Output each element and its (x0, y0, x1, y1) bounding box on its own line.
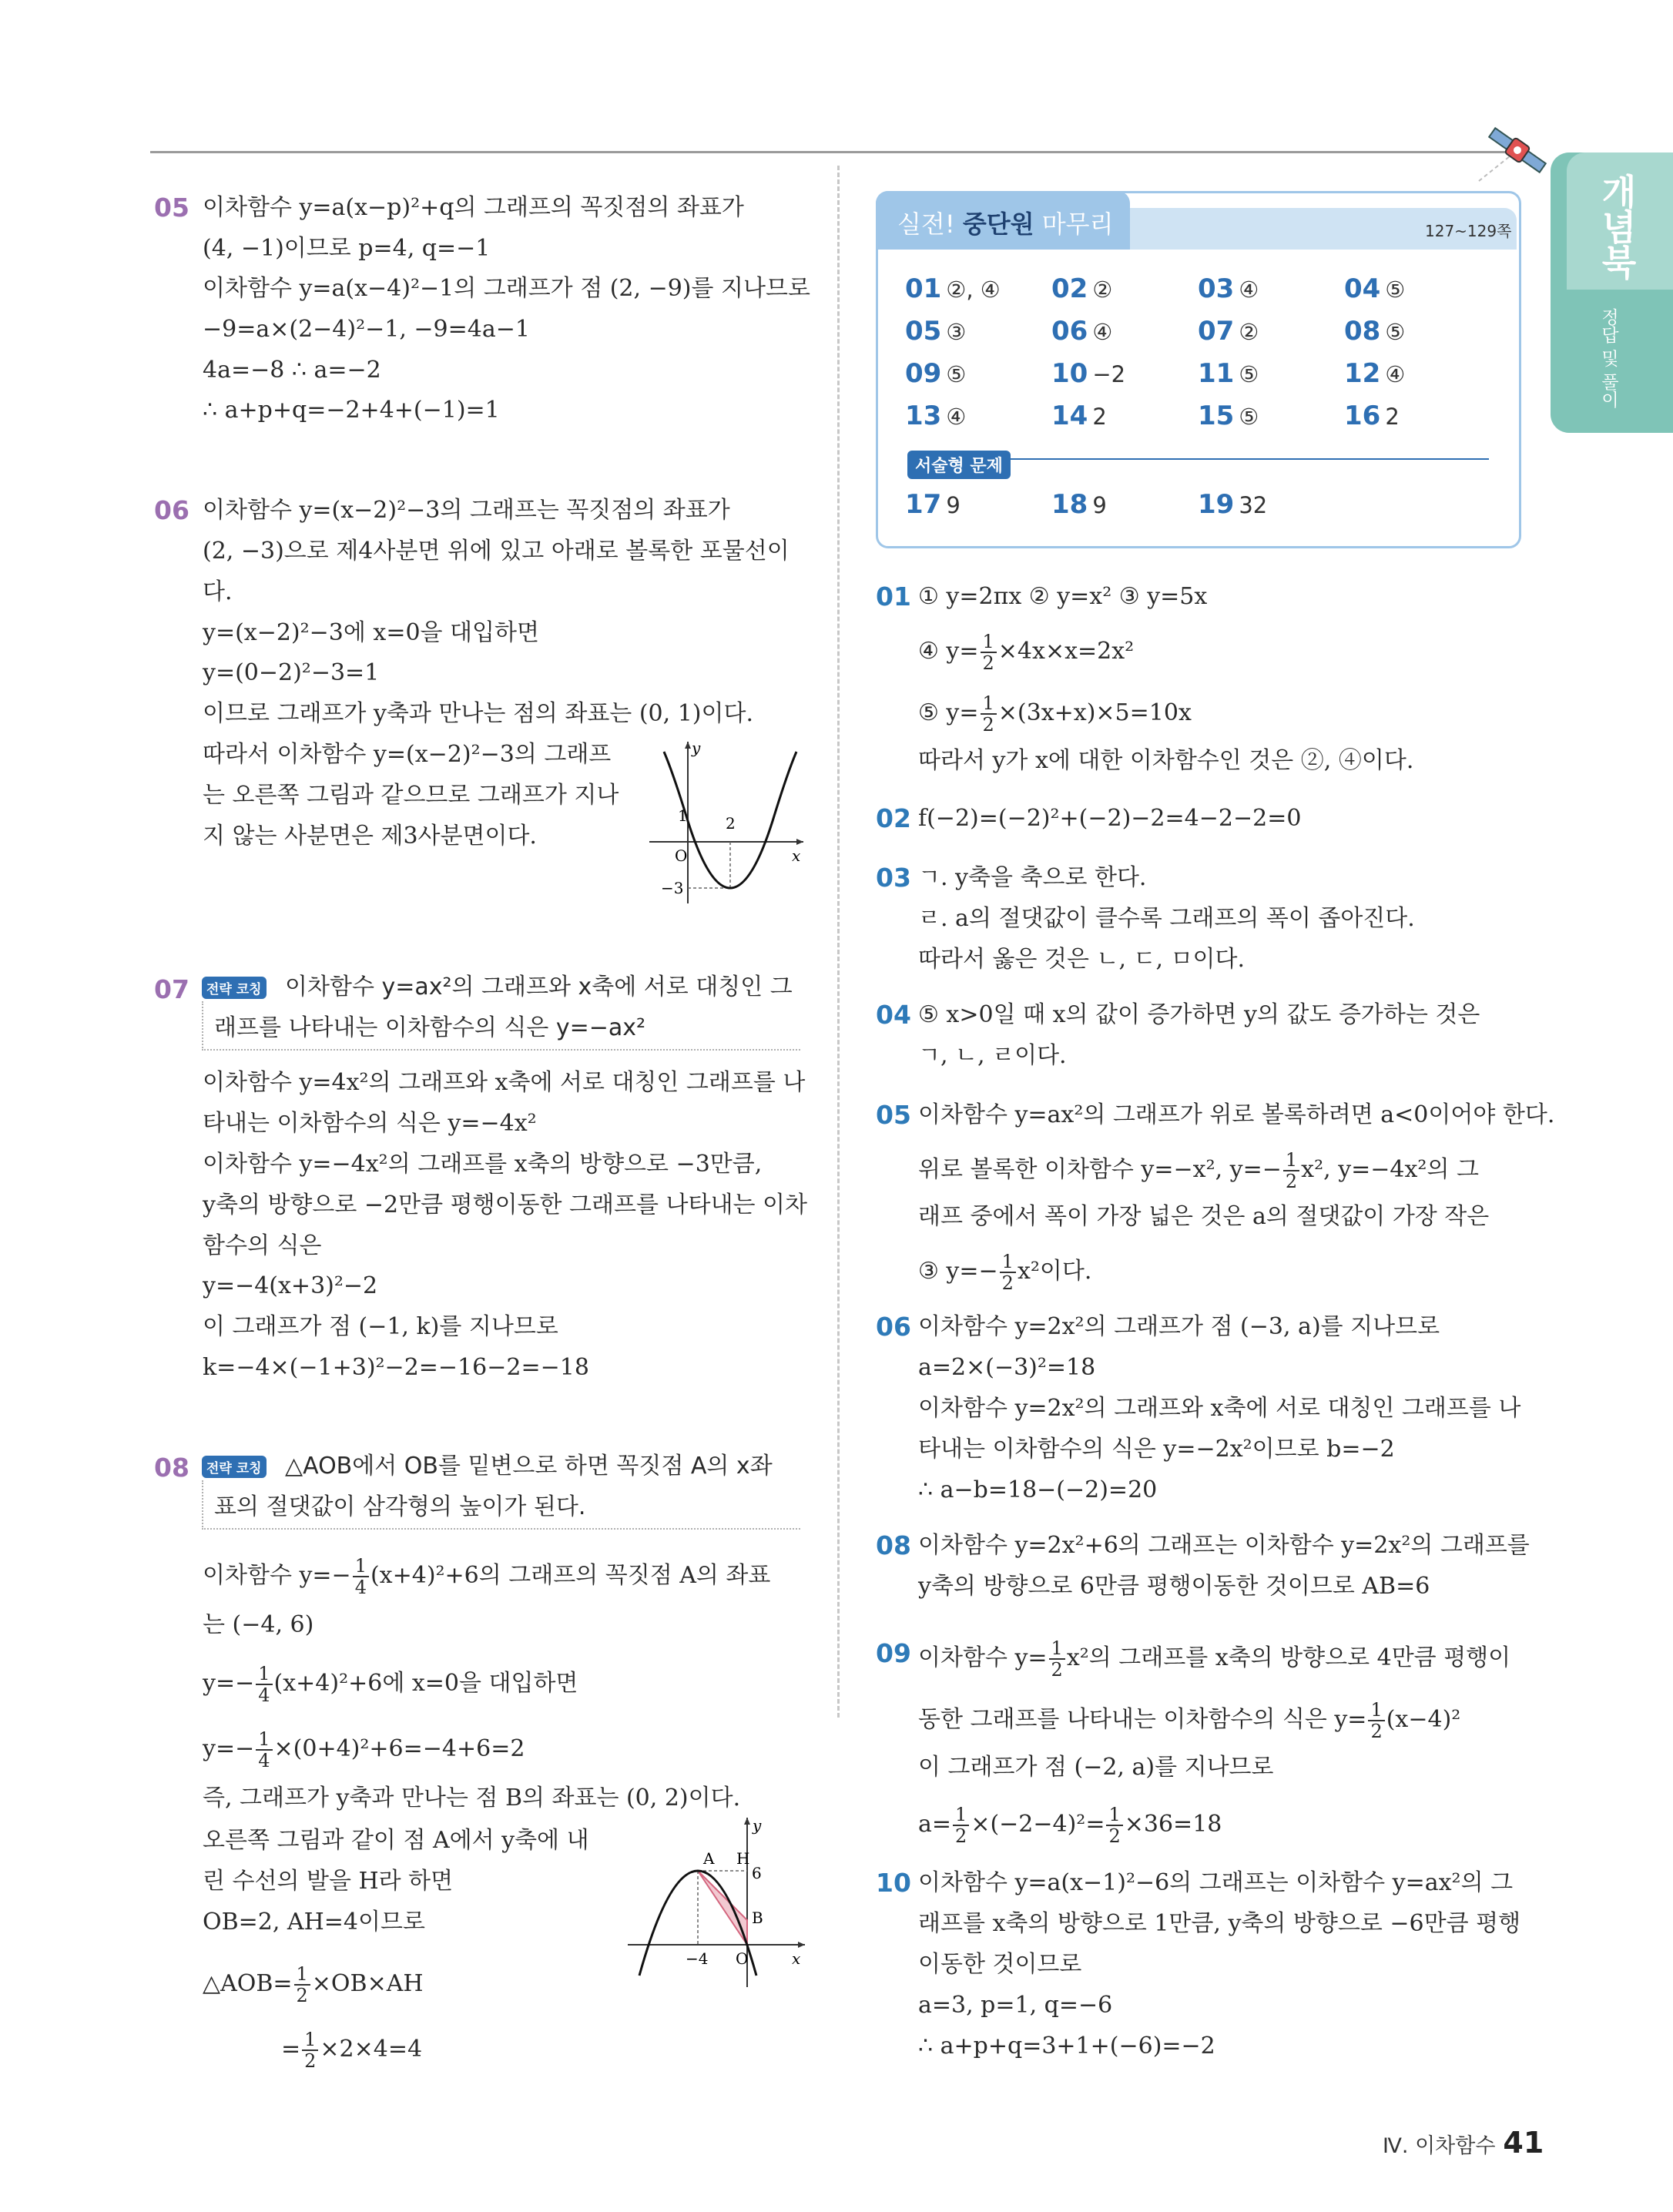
solution-line: 린 수선의 발을 H라 하면 (203, 1868, 454, 1895)
solution-number: 08 (876, 1530, 911, 1560)
solution-line: ㄱ. y축을 축으로 한다. (918, 864, 1147, 891)
top-rule (150, 151, 1529, 153)
solution-line: OB=2, AH=4이므로 (203, 1909, 425, 1936)
solution-line: y=−4(x+3)²−2 (203, 1272, 378, 1299)
solution-number: 02 (876, 803, 911, 833)
solution-line: ㄹ. a의 절댓값이 클수록 그래프의 폭이 좁아진다. (918, 905, 1415, 932)
solution-line: ㄱ, ㄴ, ㄹ이다. (918, 1042, 1067, 1069)
solution-line: 타내는 이차함수의 식은 y=−2x²이므로 b=−2 (918, 1436, 1395, 1463)
solution-line: 이차함수 y=2x²+6의 그래프는 이차함수 y=2x²의 그래프를 (918, 1532, 1530, 1559)
point-label-b: B (752, 1909, 763, 1927)
solution-line: 동한 그래프를 나타내는 이차함수의 식은 y= $\frac{1}{2}$ (x−4)² (918, 1699, 1461, 1742)
solution-line: 오른쪽 그림과 같이 점 A에서 y축에 내 (203, 1827, 589, 1854)
origin-label: O (675, 846, 688, 865)
answer-item: 03 ④ (1198, 273, 1259, 304)
problem-number: 08 (154, 1453, 189, 1483)
answer-item: 15 ⑤ (1198, 401, 1259, 431)
solution-line: 타내는 이차함수의 식은 y=−4x² (203, 1110, 537, 1137)
solution-line: f(−2)=(−2)²+(−2)−2=4−2−2=0 (918, 805, 1302, 832)
strategy-badge: 전략 코칭 (202, 1456, 267, 1478)
point-label-a: A (703, 1849, 715, 1868)
solution-line: ⑤ x>0일 때 x의 값이 증가하면 y의 값도 증가하는 것은 (918, 1001, 1480, 1028)
hint-line: 래프를 나타내는 이차함수의 식은 y=−ax² (214, 1014, 646, 1041)
solution-line: ∴ a+p+q=−2+4+(−1)=1 (203, 397, 500, 424)
solution-line: 이차함수 y=4x²의 그래프와 x축에 서로 대칭인 그래프를 나 (203, 1069, 806, 1096)
solution-line: y=(0−2)²−3=1 (203, 659, 380, 686)
solution-number: 10 (876, 1868, 911, 1898)
answer-item: 19 32 (1198, 489, 1268, 520)
solution-line: 따라서 y가 x에 대한 이차함수인 것은 ②, ④이다. (918, 747, 1414, 774)
solution-line: a=3, p=1, q=−6 (918, 1992, 1113, 2019)
answer-item: 11 ⑤ (1198, 358, 1259, 389)
axis-label-x: x (792, 846, 801, 865)
axis-label-y: y (692, 739, 701, 757)
solution-line: ③ y=− $\frac{1}{2}$ x²이다. (918, 1251, 1092, 1294)
answer-item: 04 ⑤ (1344, 273, 1406, 304)
answer-item: 01 ②, ④ (905, 273, 1001, 304)
solution-line: a= $\frac{1}{2}$ ×(−2−4)²= $\frac{1}{2}$ ×36=18 (918, 1804, 1222, 1847)
solution-line: k=−4×(−1+3)²−2=−16−2=−18 (203, 1354, 589, 1381)
solution-line: (2, −3)으로 제4사분면 위에 있고 아래로 볼록한 포물선이 (203, 538, 790, 565)
solution-line: ① y=2πx ② y=x² ③ y=5x (918, 583, 1208, 610)
answer-item: 08 ⑤ (1344, 316, 1406, 347)
answer-item: 09 ⑤ (905, 358, 967, 389)
solution-line: 따라서 옳은 것은 ㄴ, ㄷ, ㅁ이다. (918, 946, 1246, 973)
answer-item: 02 ② (1051, 273, 1113, 304)
solution-number: 06 (876, 1312, 911, 1342)
axis-label-y: y (753, 1816, 762, 1835)
solution-number: 03 (876, 863, 911, 893)
hint-line: △AOB에서 OB를 밑변으로 하면 꼭짓점 A의 x좌 (285, 1453, 773, 1480)
parabola-graph-08 (624, 1814, 809, 1991)
solution-line: 이 그래프가 점 (−1, k)를 지나므로 (203, 1313, 558, 1340)
answer-item: 05 ③ (905, 316, 967, 347)
solution-line: ④ y= $\frac{1}{2}$ ×4x×x=2x² (918, 631, 1135, 674)
answer-item: 13 ④ (905, 401, 967, 431)
footer-section: Ⅳ. 이차함수 (1383, 2134, 1496, 2158)
solution-line: 이차함수 y=ax²의 그래프가 위로 볼록하려면 a<0이어야 한다. (918, 1101, 1555, 1128)
satellite-icon (1471, 116, 1552, 185)
tick-label: −4 (686, 1949, 709, 1968)
answer-item: 18 9 (1051, 489, 1107, 520)
tick-label: 6 (752, 1864, 762, 1882)
page-footer (1383, 2126, 1544, 2160)
solution-line: ∴ a−b=18−(−2)=20 (918, 1476, 1158, 1503)
parabola-graph-06 (645, 738, 807, 907)
solution-line: 4a=−8 ∴ a=−2 (203, 357, 381, 384)
solution-line: 이차함수 y=2x²의 그래프와 x축에 서로 대칭인 그래프를 나 (918, 1395, 1521, 1422)
hint-line: 표의 절댓값이 삼각형의 높이가 된다. (214, 1493, 586, 1520)
problem-number: 06 (154, 495, 189, 525)
solution-line: 즉, 그래프가 y축과 만나는 점 B의 좌표는 (0, 2)이다. (203, 1785, 741, 1811)
answer-item: 17 9 (905, 489, 961, 520)
column-divider (837, 166, 840, 1718)
solution-line: 이차함수 y=a(x−1)²−6의 그래프는 이차함수 y=ax²의 그 (918, 1869, 1514, 1896)
solution-number: 04 (876, 1000, 911, 1030)
solution-line: 래프 중에서 폭이 가장 넓은 것은 a의 절댓값이 가장 작은 (918, 1203, 1490, 1230)
page-range: 127~129쪽 (1425, 222, 1512, 240)
solution-line: 따라서 이차함수 y=(x−2)²−3의 그래프 (203, 741, 612, 768)
strategy-badge: 전략 코칭 (202, 977, 267, 999)
solution-number: 09 (876, 1638, 911, 1668)
problem-number: 07 (154, 974, 189, 1004)
solution-line: 다. (203, 578, 233, 605)
point-label-h: H (736, 1849, 750, 1868)
page-number: 41 (1503, 2126, 1544, 2160)
solution-line: 이차함수 y=2x²의 그래프가 점 (−3, a)를 지나므로 (918, 1313, 1440, 1340)
solution-line: 이므로 그래프가 y축과 만나는 점의 좌표는 (0, 1)이다. (203, 700, 753, 727)
solution-line: y=− $\frac{1}{4}$ ×(0+4)²+6=−4+6=2 (203, 1728, 525, 1771)
problem-number: 05 (154, 193, 189, 223)
answer-item: 10 −2 (1051, 358, 1126, 389)
origin-label: O (736, 1949, 749, 1968)
solution-line: 이차함수 y= $\frac{1}{2}$ x²의 그래프를 x축의 방향으로 4만큼 평행이 (918, 1637, 1511, 1681)
solution-line: y=(x−2)²−3에 x=0을 대입하면 (203, 619, 539, 646)
solution-line: 이차함수 y=a(x−p)²+q의 그래프의 꼭짓점의 좌표가 (203, 194, 744, 221)
solution-line: y축의 방향으로 −2만큼 평행이동한 그래프를 나타내는 이차 (203, 1191, 807, 1218)
solution-line: 는 오른쪽 그림과 같으므로 그래프가 지나 (203, 782, 619, 809)
solution-line: 래프를 x축의 방향으로 1만큼, y축의 방향으로 −6만큼 평행 (918, 1910, 1521, 1937)
side-tab-subtitle: 정답 및 풀이 (1598, 308, 1618, 408)
solution-line: y축의 방향으로 6만큼 평행이동한 것이므로 AB=6 (918, 1573, 1430, 1600)
answer-item: 12 ④ (1344, 358, 1406, 389)
solution-line: △AOB= $\frac{1}{2}$ ×OB×AH (203, 1963, 424, 2006)
solution-line: 이차함수 y=a(x−4)²−1의 그래프가 점 (2, −9)를 지나므로 (203, 275, 810, 302)
answer-box-title: 실전! 중단원 마무리 (897, 209, 1114, 239)
solution-line: 이 그래프가 점 (−2, a)를 지나므로 (918, 1754, 1274, 1781)
solution-line: 위로 볼록한 이차함수 y=−x², y=− $\frac{1}{2}$ x², y=−4x²의 그 (918, 1149, 1479, 1192)
tick-label: −3 (661, 879, 684, 897)
answer-item: 07 ② (1198, 316, 1259, 347)
solution-line: y=− $\frac{1}{4}$ (x+4)²+6에 x=0을 대입하면 (203, 1663, 578, 1706)
solution-line: 이차함수 y=(x−2)²−3의 그래프는 꼭짓점의 좌표가 (203, 497, 730, 524)
solution-line: = $\frac{1}{2}$ ×2×4=4 (281, 2029, 423, 2072)
solution-line: 이동한 것이므로 (918, 1951, 1082, 1978)
tick-label: 2 (726, 814, 736, 833)
solution-line: ⑤ y= $\frac{1}{2}$ ×(3x+x)×5=10x (918, 692, 1192, 736)
tick-label: 1 (678, 806, 688, 825)
solution-line: ∴ a+p+q=3+1+(−6)=−2 (918, 2033, 1215, 2060)
answer-item: 14 2 (1051, 401, 1107, 431)
solution-number: 01 (876, 581, 911, 612)
solution-line: 이차함수 y=− $\frac{1}{4}$ (x+4)²+6의 그래프의 꼭짓점 A의 좌표 (203, 1555, 771, 1598)
axis-label-x: x (792, 1949, 801, 1968)
solution-line: 이차함수 y=−4x²의 그래프를 x축의 방향으로 −3만큼, (203, 1151, 763, 1178)
answer-item: 16 2 (1344, 401, 1400, 431)
solution-number: 05 (876, 1100, 911, 1130)
side-tab-title: 개념북 (1596, 173, 1638, 280)
solution-line: 지 않는 사분면은 제3사분면이다. (203, 823, 537, 850)
answer-item: 06 ④ (1051, 316, 1113, 347)
solution-line: −9=a×(2−4)²−1, −9=4a−1 (203, 316, 530, 343)
solution-line: a=2×(−3)²=18 (918, 1354, 1096, 1381)
solution-line: 는 (−4, 6) (203, 1611, 314, 1638)
hint-line: 이차함수 y=ax²의 그래프와 x축에 서로 대칭인 그 (285, 974, 793, 1000)
solution-line: 함수의 식은 (203, 1232, 322, 1259)
solution-line: (4, −1)이므로 p=4, q=−1 (203, 235, 491, 262)
essay-label: 서술형 문제 (907, 451, 1011, 479)
